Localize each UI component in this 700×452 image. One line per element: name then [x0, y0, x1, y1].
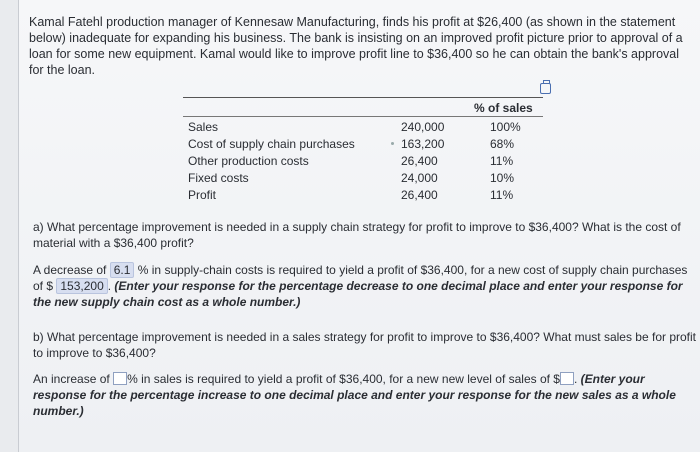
table-row — [183, 153, 543, 170]
answer-b-end: . — [573, 372, 578, 386]
row-label: Profit — [188, 188, 217, 202]
row-pct: 11% — [490, 188, 514, 202]
answer-b-prefix: An increase of — [33, 372, 110, 386]
row-label: Sales — [188, 120, 219, 134]
pct-of-sales-header: % of sales — [474, 101, 533, 115]
question-a: a) What percentage improvement is needed in a supply chain strategy for profit to improve to $36,400? What is the cost of material with a $36,400 profit? — [33, 220, 681, 250]
table-header — [183, 101, 543, 115]
answer-b-mid: % in sales is required to yield a profit of $36,400, for a new new level of sales of $ — [127, 372, 560, 386]
answer-b — [33, 371, 697, 419]
answer-a-hint: (Enter your response for the percentage decrease to one decimal place and enter your response for the new supply chain cost as a whole number.) — [33, 279, 683, 309]
row-value: 240,000 — [401, 120, 445, 134]
question-b: b) What percentage improvement is needed in a sales strategy for profit to improve to $36,400? What must sales be for profit to improve to $36,400? — [33, 330, 696, 360]
pct-decrease-input[interactable]: 6.1 — [110, 262, 135, 278]
answer-a-prefix: A decrease of — [33, 263, 107, 277]
row-label: Cost of supply chain purchases — [188, 137, 355, 151]
table-top-rule — [183, 97, 543, 98]
table-body — [183, 119, 543, 204]
new-sales-input[interactable] — [560, 372, 574, 385]
answer-a: A decrease of 6.1 % in supply-chain costs is required to yield a profit of $36,400, for a new cost of supply chain purchases of $ 153,200 . (Enter your response for the percentage decrease to one decimal place and enter your response for the new supply chain cost as a whole number.) — [33, 263, 688, 309]
row-label: Fixed costs — [188, 171, 249, 185]
homework-page — [18, 0, 700, 452]
table-row — [183, 170, 543, 187]
row-label: Other production costs — [188, 154, 309, 168]
row-pct: 11% — [490, 154, 514, 168]
row-pct: 100% — [490, 120, 521, 134]
answer-b-hint: (Enter your response for the percentage increase to one decimal place and enter your response for the new sales as a whole number.) — [33, 372, 676, 418]
row-value: 163,200 — [401, 137, 445, 151]
table-row — [183, 187, 543, 204]
row-value: 26,400 — [401, 154, 438, 168]
table-row — [183, 136, 543, 153]
row-value: 26,400 — [401, 188, 438, 202]
answer-a-mid: % in supply-chain costs is required to yield a profit of $36,400, for a new cost of supply chain purchases of $ — [33, 263, 688, 293]
table-row — [183, 119, 543, 136]
copy-icon[interactable] — [540, 83, 551, 94]
table-header-rule — [183, 116, 543, 117]
bullet-dot — [391, 142, 394, 145]
income-statement-table — [183, 97, 543, 202]
pct-increase-input[interactable] — [113, 372, 127, 385]
row-value: 24,000 — [401, 171, 438, 185]
problem-statement: Kamal Fatehl production manager of Kennesaw Manufacturing, finds his profit at $26,400 (as shown in the statement below) inadequate for expanding his business. The bank is insisting on an improved profit picture prior to approval of a loan for some new equipment. Kamal would like to improve profit line to $36,400 so he can obtain the bank's approval for the loan. — [29, 15, 683, 77]
row-pct: 10% — [490, 171, 515, 185]
new-cost-input[interactable]: 153,200 — [56, 278, 107, 294]
row-pct: 68% — [490, 137, 515, 151]
